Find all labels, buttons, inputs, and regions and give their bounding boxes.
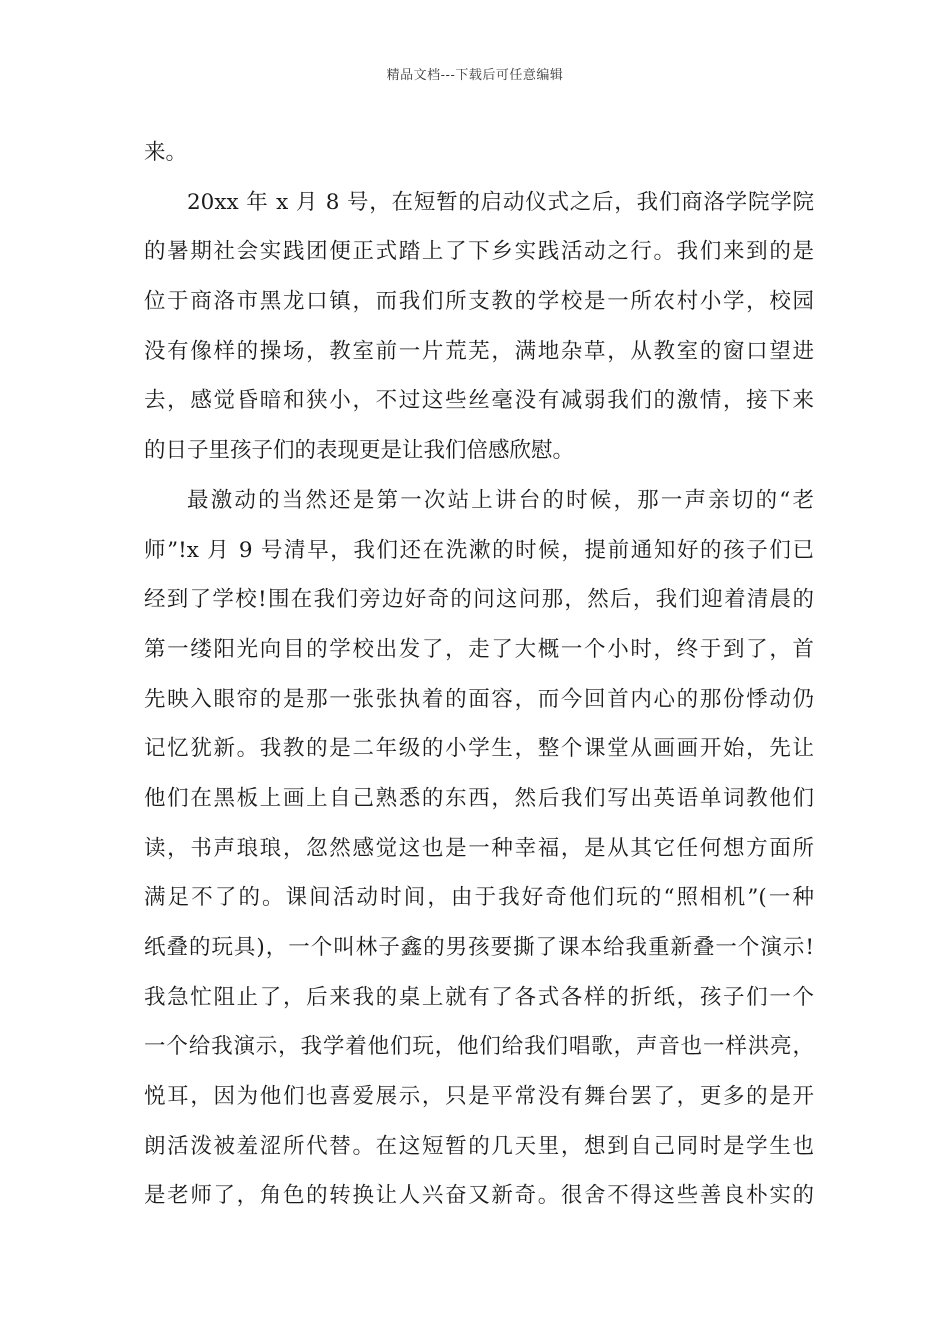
text-line: 的暑期社会实践团便正式踏上了下乡实践活动之行。我们来到的是 [144, 239, 814, 265]
text-line: 没有像样的操场，教室前一片荒芜，满地杂草，从教室的窗口望进 [144, 338, 814, 364]
text-line: 师”!x 月 9 号清早，我们还在洗漱的时候，提前通知好的孩子们已 [144, 537, 814, 563]
text-line: 经到了学校!围在我们旁边好奇的问这问那，然后，我们迎着清晨的 [144, 587, 814, 613]
text-line: 记忆犹新。我教的是二年级的小学生，整个课堂从画画开始，先让 [144, 736, 814, 762]
text-line: 满足不了的。课间活动时间，由于我好奇他们玩的“照相机”(一种 [144, 885, 814, 911]
text-line: 先映入眼帘的是那一张张执着的面容，而今回首内心的那份悸动仍 [144, 686, 814, 712]
text-line: 我急忙阻止了，后来我的桌上就有了各式各样的折纸，孩子们一个 [144, 984, 814, 1010]
text-line: 位于商洛市黑龙口镇，而我们所支教的学校是一所农村小学，校园 [144, 289, 814, 315]
text-line: 一个给我演示，我学着他们玩，他们给我们唱歌，声音也一样洪亮， [144, 1034, 814, 1060]
text-line: 的日子里孩子们的表现更是让我们倍感欣慰。 [144, 438, 575, 464]
document-body [144, 128, 814, 1221]
text-line: 朗活泼被羞涩所代替。在这短暂的几天里，想到自己同时是学生也 [144, 1133, 814, 1159]
text-line: 悦耳，因为他们也喜爱展示，只是平常没有舞台罢了，更多的是开 [144, 1084, 814, 1110]
paragraph-first-line: 最激动的当然还是第一次站上讲台的时候，那一声亲切的“老 [187, 487, 814, 513]
text-line: 他们在黑板上画上自己熟悉的东西，然后我们写出英语单词教他们 [144, 785, 814, 811]
text-line: 去，感觉昏暗和狭小，不过这些丝毫没有减弱我们的激情，接下来 [144, 388, 814, 414]
text-line: 纸叠的玩具)，一个叫林子鑫的男孩要撕了课本给我重新叠一个演示! [144, 935, 814, 960]
text-line: 读，书声琅琅，忽然感觉这也是一种幸福，是从其它任何想方面所 [144, 835, 814, 861]
page-header: 精品文档---下载后可任意编辑 [386, 68, 564, 83]
text-line: 第一缕阳光向目的学校出发了，走了大概一个小时，终于到了，首 [144, 636, 814, 662]
paragraph-first-line: 20xx 年 x 月 8 号，在短暂的启动仪式之后，我们商洛学院学院 [187, 189, 814, 215]
text-line: 是老师了，角色的转换让人兴奋又新奇。很舍不得这些善良朴实的 [144, 1183, 814, 1209]
text-line: 来。 [144, 140, 188, 165]
